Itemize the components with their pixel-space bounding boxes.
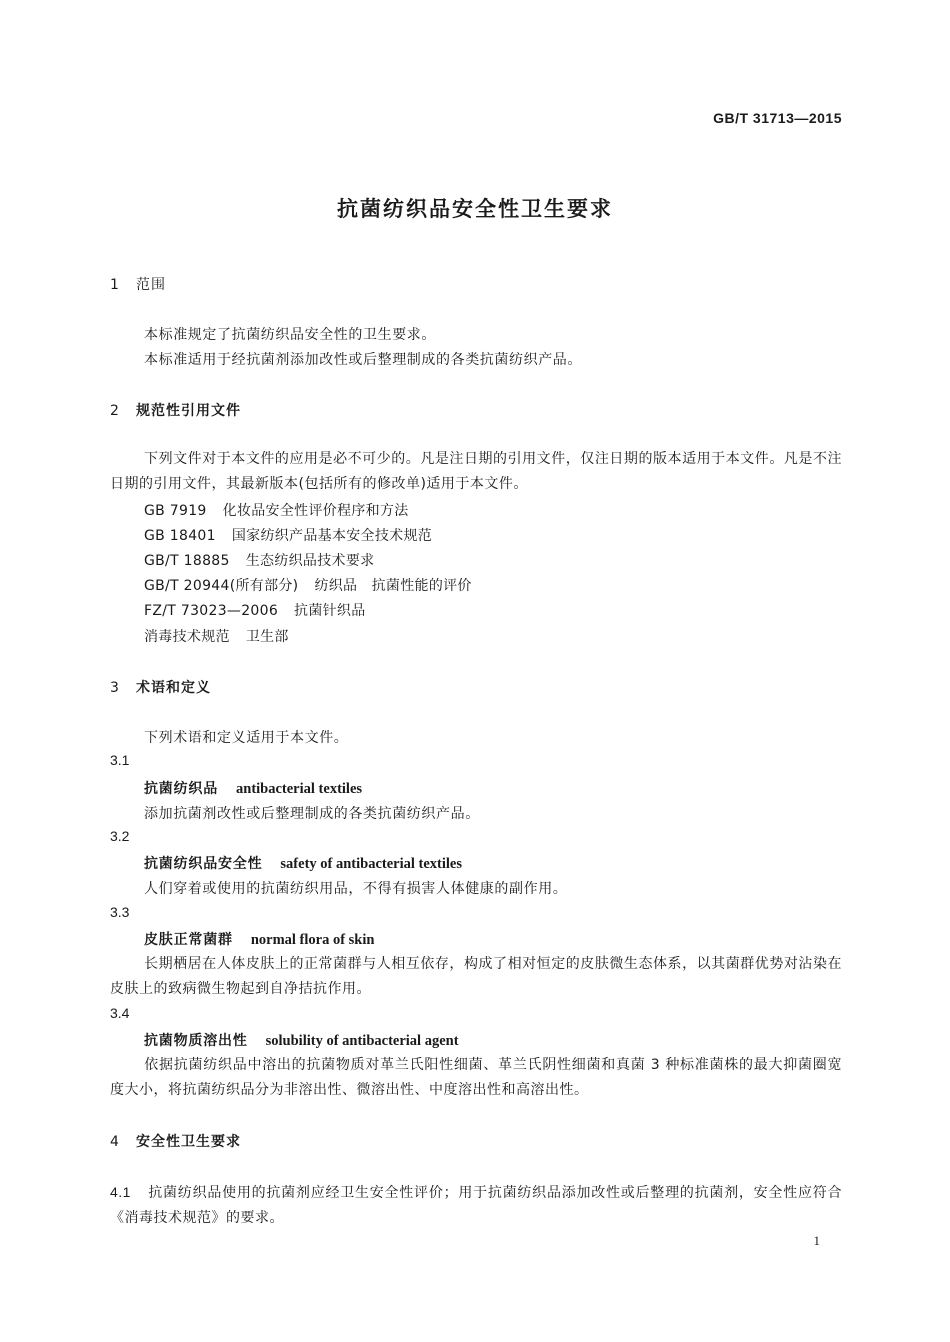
- reference-title: 化妆品安全性评价程序和方法: [222, 503, 409, 519]
- term-definition-text: 依据抗菌纺织品中溶出的抗菌物质对革兰氏阳性细菌、革兰氏阴性细菌和真菌 3 种标准菌株的最大抑菌圈宽度大小，将抗菌纺织品分为非溶出性、微溶出性、中度溶出性和高溶出性。: [110, 1057, 842, 1098]
- reference-code: GB 7919: [144, 503, 207, 519]
- term-chinese: 皮肤正常菌群: [144, 932, 233, 948]
- section-number: 2: [110, 403, 119, 419]
- clause-number: 4.1: [110, 1184, 131, 1200]
- term-chinese: 抗菌物质溶出性: [144, 1033, 248, 1049]
- term-english: normal flora of skin: [250, 932, 375, 948]
- reference-item: [144, 575, 472, 595]
- document-title: 抗菌纺织品安全性卫生要求: [337, 197, 613, 221]
- clause-4-1-paragraph: [110, 1180, 842, 1231]
- term-english: solubility of antibacterial agent: [265, 1033, 459, 1049]
- reference-title: 纺织品 抗菌性能的评价: [314, 578, 472, 594]
- clause-number: 3.4: [110, 1005, 130, 1021]
- reference-title: 国家纺织产品基本安全技术规范: [231, 528, 433, 544]
- term-english: safety of antibacterial textiles: [280, 856, 463, 872]
- term-definition: 添加抗菌剂改性或后整理制成的各类抗菌纺织产品。: [144, 806, 480, 822]
- references-intro-text: 下列文件对于本文件的应用是必不可少的。凡是注日期的引用文件，仅注日期的版本适用于本文件。凡是不注日期的引用文件，其最新版本(包括所有的修改单)适用于本文件。: [110, 451, 842, 492]
- term-english: antibacterial textiles: [236, 781, 363, 797]
- section-title: 安全性卫生要求: [136, 1134, 241, 1150]
- section-title: 范围: [136, 277, 166, 293]
- standard-code: GB/T 31713—2015: [713, 110, 842, 126]
- term-definition: 人们穿着或使用的抗菌纺织用品，不得有损害人体健康的副作用。: [144, 881, 568, 897]
- reference-title: 抗菌针织品: [294, 603, 366, 619]
- section-4-heading: [110, 1131, 241, 1151]
- reference-code: GB/T 18885: [144, 553, 230, 569]
- section-3-heading: [110, 677, 211, 697]
- term-heading: [144, 853, 462, 873]
- clause-number: 3.1: [110, 752, 130, 768]
- reference-code: FZ/T 73023—2006: [144, 603, 279, 619]
- reference-code: GB/T 20944(所有部分): [144, 578, 299, 594]
- reference-item: [144, 500, 409, 520]
- terms-intro: 下列术语和定义适用于本文件。: [144, 730, 349, 746]
- reference-code: GB 18401: [144, 528, 216, 544]
- reference-item: [144, 525, 432, 545]
- reference-item: [144, 600, 366, 620]
- term-definition-text: 长期栖居在人体皮肤上的正常菌群与人相互依存，构成了相对恒定的皮肤微生态体系，以其菌群优势对沾染在皮肤上的致病微生物起到自净拮抗作用。: [110, 956, 842, 997]
- term-definition: [110, 1053, 842, 1103]
- term-chinese: 抗菌纺织品安全性: [144, 856, 263, 872]
- section-number: 4: [110, 1134, 119, 1150]
- scope-paragraph-2: 本标准适用于经抗菌剂添加改性或后整理制成的各类抗菌纺织产品。: [144, 352, 582, 368]
- references-intro-paragraph: [110, 447, 842, 497]
- term-heading: [144, 929, 374, 949]
- section-number: 3: [110, 680, 119, 696]
- reference-title: 生态纺织品技术要求: [245, 553, 375, 569]
- clause-number: 3.3: [110, 904, 130, 920]
- section-title: 术语和定义: [136, 680, 211, 696]
- reference-code: 消毒技术规范: [144, 629, 230, 645]
- reference-item: [144, 550, 374, 570]
- clause-number: 3.2: [110, 828, 130, 844]
- section-2-heading: [110, 400, 241, 420]
- reference-title: 卫生部: [245, 629, 289, 645]
- page-number: 1: [813, 1233, 820, 1248]
- section-title: 规范性引用文件: [136, 403, 241, 419]
- reference-item: [144, 626, 289, 646]
- term-heading: [144, 1030, 459, 1050]
- clause-4-1-text: 抗菌纺织品使用的抗菌剂应经卫生安全性评价；用于抗菌纺织品添加改性或后整理的抗菌剂，安全性应符合《消毒技术规范》的要求。: [110, 1185, 842, 1226]
- term-chinese: 抗菌纺织品: [144, 781, 218, 797]
- section-number: 1: [110, 277, 119, 293]
- term-definition: [110, 952, 842, 1002]
- section-1-heading: [110, 274, 166, 294]
- term-heading: [144, 778, 362, 798]
- scope-paragraph-1: 本标准规定了抗菌纺织品安全性的卫生要求。: [144, 327, 436, 343]
